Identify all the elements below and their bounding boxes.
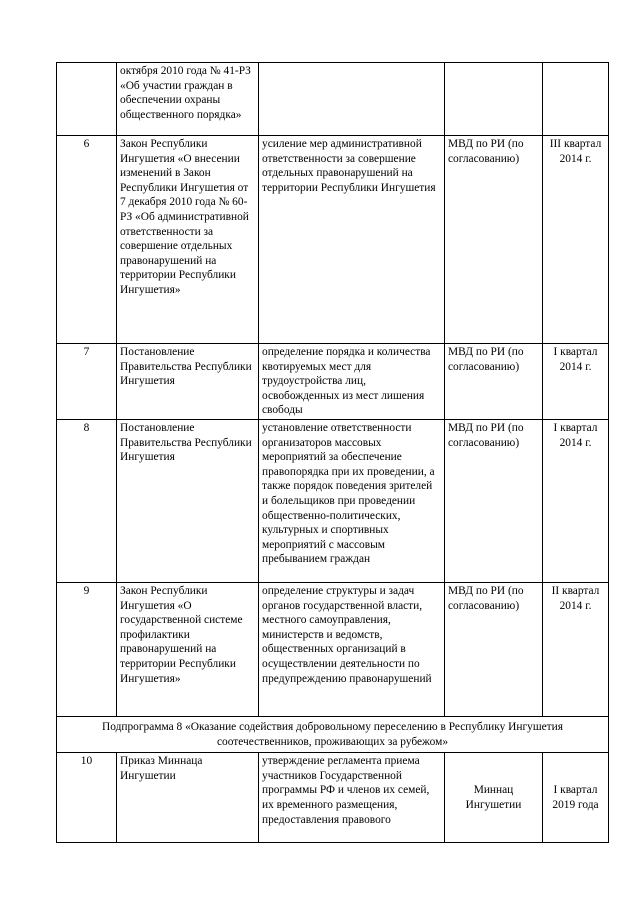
deadline: I квартал 2014 г. xyxy=(543,419,609,582)
document-name: Постановление Правительства Республики Ингушетия xyxy=(117,344,259,420)
row-number xyxy=(57,63,117,136)
executor: МВД по РИ (по согласованию) xyxy=(445,136,543,344)
table-row xyxy=(57,344,609,420)
measure-content: определение структуры и задач органов государственной власти, местного самоуправления, министерств и ведомств, общественных организаций в осуществлении деятельности по предупреждению правонарушений xyxy=(259,582,445,716)
subprogram-title: Подпрограмма 8 «Оказание содействия добровольному переселению в Республику Ингушетия соотечественников, проживающих за рубежом» xyxy=(57,716,609,752)
measure-content xyxy=(259,63,445,136)
table-row xyxy=(57,753,609,843)
row-number: 6 xyxy=(57,136,117,344)
executor: Миннац Ингушетии xyxy=(445,753,543,843)
document-name: Приказ Миннаца Ингушетии xyxy=(117,753,259,843)
row-number: 9 xyxy=(57,582,117,716)
deadline: I квартал 2019 года xyxy=(543,753,609,843)
measure-content: утверждение регламента приема участников Государственной программы РФ и членов их семей, их временного размещения, предоставления правового xyxy=(259,753,445,843)
deadline: II квартал 2014 г. xyxy=(543,582,609,716)
deadline xyxy=(543,63,609,136)
row-number: 10 xyxy=(57,753,117,843)
document-name: Закон Республики Ингушетия «О внесении изменений в Закон Республики Ингушетия от 7 декабря 2010 года № 60-РЗ «Об административной ответственности за совершение отдельных правонарушений на территории Республики Ингушетия» xyxy=(117,136,259,344)
document-name: Постановление Правительства Республики Ингушетия xyxy=(117,419,259,582)
executor xyxy=(445,63,543,136)
measure-content: установление ответственности организаторов массовых мероприятий за обеспечение правопорядка при их проведении, а также порядок поведения зрителей и болельщиков при проведении общественно-политических, культурных и спортивных мероприятий с массовым пребыванием граждан xyxy=(259,419,445,582)
executor: МВД по РИ (по согласованию) xyxy=(445,419,543,582)
table-row xyxy=(57,582,609,716)
measure-content: определение порядка и количества квотируемых мест для трудоустройства лиц, освобожденных из мест лишения свободы xyxy=(259,344,445,420)
deadline: I квартал 2014 г. xyxy=(543,344,609,420)
measures-table xyxy=(56,62,609,843)
section-header-row xyxy=(57,716,609,752)
document-name: Закон Республики Ингушетия «О государственной системе профилактики правонарушений на территории Республики Ингушетия» xyxy=(117,582,259,716)
deadline: III квартал 2014 г. xyxy=(543,136,609,344)
row-number: 7 xyxy=(57,344,117,420)
table-row xyxy=(57,63,609,136)
document-name: октября 2010 года № 41-РЗ «Об участии граждан в обеспечении охраны общественного порядка» xyxy=(117,63,259,136)
table-row xyxy=(57,419,609,582)
measure-content: усиление мер административной ответственности за совершение отдельных правонарушений на территории Республики Ингушетия xyxy=(259,136,445,344)
executor: МВД по РИ (по согласованию) xyxy=(445,344,543,420)
table-row xyxy=(57,136,609,344)
executor: МВД по РИ (по согласованию) xyxy=(445,582,543,716)
row-number: 8 xyxy=(57,419,117,582)
